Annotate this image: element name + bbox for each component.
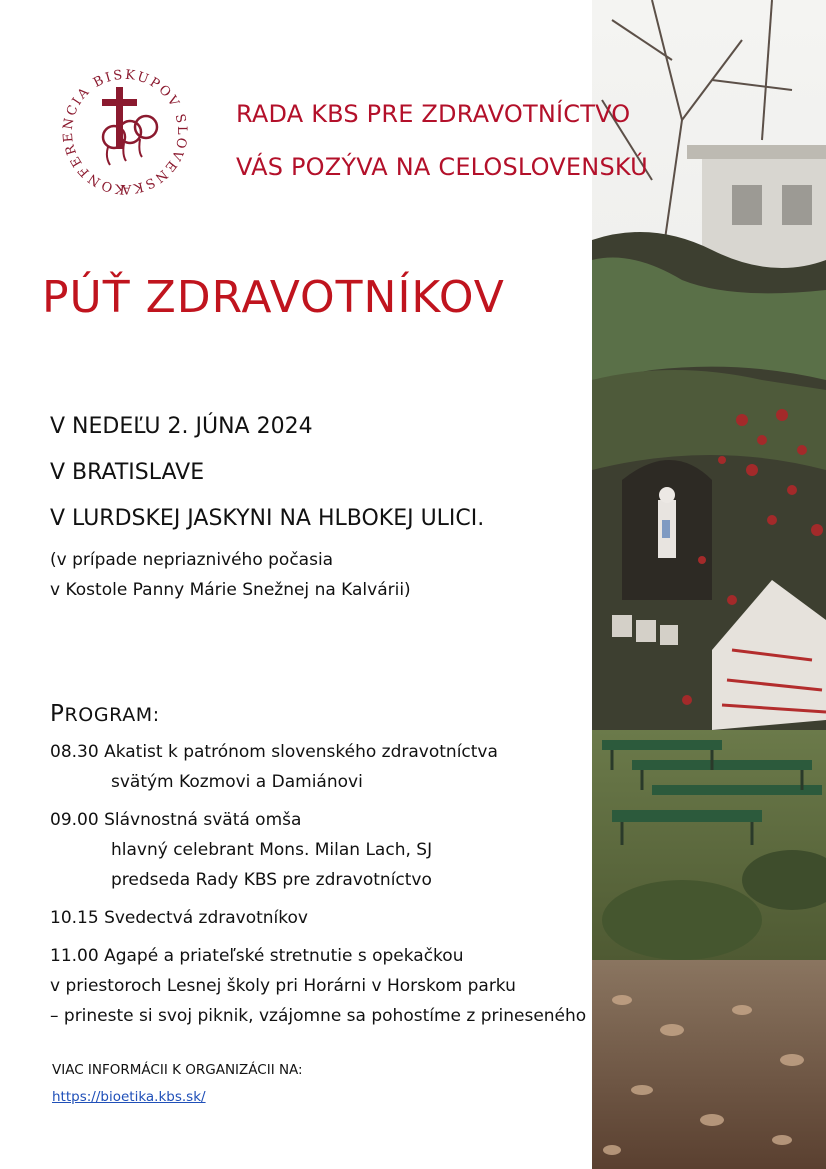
page-title: PÚŤ ZDRAVOTNÍKOV — [42, 272, 505, 323]
program-heading-initial: P — [50, 701, 65, 727]
logo-ring-text: KONFERENCIA BISKUPOV SLOVENSKA — [60, 67, 190, 197]
weather-note-line-1: (v prípade nepriaznivého počasia — [50, 550, 334, 570]
more-info — [52, 1060, 303, 1105]
program-heading — [50, 701, 586, 727]
event-city: V BRATISLAVE — [50, 460, 205, 485]
program-item-line: 08.30 Akatist k patrónom slovenského zdravotníctva — [50, 742, 498, 762]
weather-note-line-2: v Kostole Panny Márie Snežnej na Kalvárii) — [50, 580, 411, 600]
program-item-line: 09.00 Slávnostná svätá omša — [50, 810, 302, 830]
website-link[interactable]: https://bioetika.kbs.sk/ — [52, 1089, 206, 1105]
program-item — [50, 805, 586, 895]
program-item-line: – prineste si svoj piknik, vzájomne sa pohostíme z prineseného — [50, 1006, 587, 1026]
program-item — [50, 903, 586, 933]
program-item-line: svätým Kozmovi a Damiánovi — [111, 772, 363, 792]
invitation-header — [236, 88, 648, 194]
program-item — [50, 737, 586, 797]
header-line-2: VÁS POZÝVA NA CELOSLOVENSKÚ — [236, 153, 648, 181]
program-item-line: hlavný celebrant Mons. Milan Lach, SJ — [111, 840, 433, 860]
event-date: V NEDEĽU 2. JÚNA 2024 — [50, 414, 313, 439]
program-item-line: predseda Rady KBS pre zdravotníctvo — [111, 870, 432, 890]
program-heading-rest: ROGRAM: — [64, 704, 160, 726]
program-item-line: 11.00 Agapé a priateľské stretnutie s opekačkou — [50, 946, 464, 966]
more-info-label: VIAC INFORMÁCII K ORGANIZÁCII NA: — [52, 1062, 303, 1078]
header-line-1: RADA KBS PRE ZDRAVOTNÍCTVO — [236, 100, 631, 128]
event-details — [50, 404, 484, 605]
program-item-line: v priestoroch Lesnej školy pri Horárni v Horskom parku — [50, 976, 516, 996]
program-item — [50, 941, 586, 1031]
kbs-logo — [50, 57, 200, 207]
program-item-line: 10.15 Svedectvá zdravotníkov — [50, 908, 308, 928]
event-place: V LURDSKEJ JASKYNI NA HLBOKEJ ULICI. — [50, 506, 485, 531]
program-section — [50, 701, 586, 1039]
